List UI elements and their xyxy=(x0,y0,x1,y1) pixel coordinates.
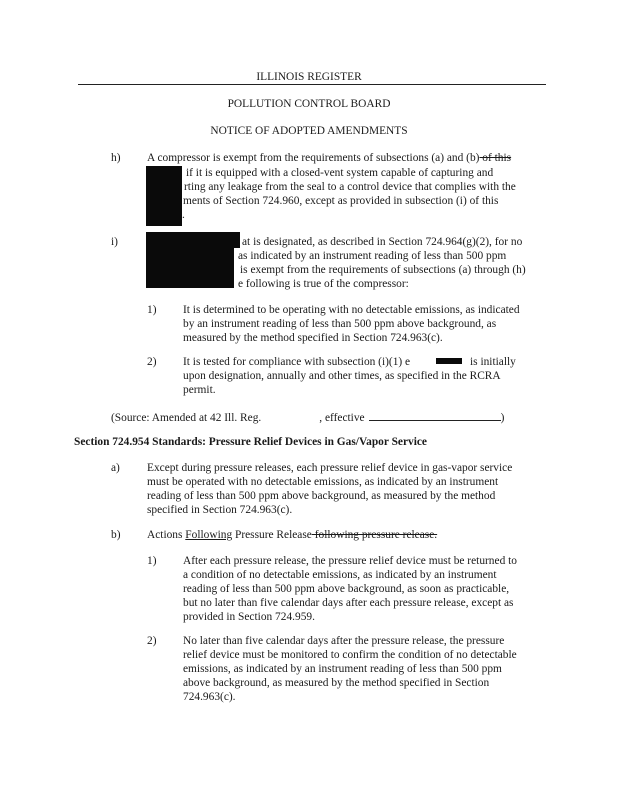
item-b-inserted: Following xyxy=(185,529,233,541)
item-b-sub1-line-3: reading of less than 500 ppm above background, as soon as practicable, xyxy=(183,583,510,595)
item-b-sub2-line-5: 724.963(c). xyxy=(183,691,236,703)
item-a-line-2: must be operated with no detectable emissions, as indicated by an instrument xyxy=(147,476,499,488)
item-h-line-1 xyxy=(147,151,511,165)
item-h-line-2: if it is equipped with a closed-vent system capable of capturing and xyxy=(186,167,494,179)
item-b-sub1-label: 1) xyxy=(147,555,157,567)
item-i-sub2-line-3: permit. xyxy=(183,384,216,396)
source-close: ) xyxy=(500,412,505,424)
item-i-sub2-label: 2) xyxy=(147,356,157,368)
item-i-sub2-line-1b: is initially xyxy=(470,356,516,368)
item-b-sub2-label: 2) xyxy=(147,635,157,647)
redaction-block xyxy=(146,232,240,248)
item-h-line-1-strike: of this xyxy=(479,152,512,164)
item-h-label: h) xyxy=(111,152,121,164)
item-b-sub2-line-1: No later than five calendar days after the pressure release, the pressure xyxy=(183,635,505,647)
item-a-label: a) xyxy=(111,462,120,474)
redaction-block xyxy=(146,248,234,288)
item-b-sub2-line-3: emissions, as indicated by an instrument reading of less than 500 ppm xyxy=(183,663,502,675)
item-h-line-3: rting any leakage from the seal to a control device that complies with the xyxy=(184,181,516,193)
item-b-sub1-line-5: provided in Section 724.959. xyxy=(183,611,315,623)
register-title: ILLINOIS REGISTER xyxy=(256,71,362,83)
item-i-sub1-line-3: measured by the method specified in Section 724.963(c). xyxy=(183,332,443,344)
section-heading: Section 724.954 Standards: Pressure Relief Devices in Gas/Vapor Service xyxy=(74,436,427,448)
source-text: (Source: Amended at 42 Ill. Reg. xyxy=(111,412,262,424)
item-i-label: i) xyxy=(111,236,118,248)
item-i-sub1-label: 1) xyxy=(147,304,157,316)
item-a-line-1: Except during pressure releases, each pressure relief device in gas-vapor service xyxy=(147,462,513,474)
redaction-block xyxy=(146,166,182,226)
board-title: POLLUTION CONTROL BOARD xyxy=(227,98,391,110)
redaction-block xyxy=(436,358,462,364)
item-b-label: b) xyxy=(111,529,121,541)
source-effective: , effective xyxy=(319,412,365,424)
item-a-line-3: reading of less than 500 ppm above background, as measured by the method xyxy=(147,490,496,502)
notice-title: NOTICE OF ADOPTED AMENDMENTS xyxy=(210,125,408,137)
item-h-line-5: . xyxy=(182,209,185,221)
header-rule xyxy=(78,84,546,85)
item-i-line-4: e following is true of the compressor: xyxy=(238,278,409,290)
item-b-sub2-line-2: relief device must be monitored to confirm the condition of no detectable xyxy=(183,649,517,661)
item-i-sub1-line-1: It is determined to be operating with no detectable emissions, as indicated xyxy=(183,304,520,316)
item-h-line-1-text: A compressor is exempt from the requirements of subsections (a) and (b) xyxy=(147,152,480,164)
source-blank-date xyxy=(369,409,501,421)
item-h-line-4: ments of Section 724.960, except as provided in subsection (i) of this xyxy=(183,195,499,207)
item-i-sub2-line-2: upon designation, annually and other times, as specified in the RCRA xyxy=(183,370,501,382)
item-i-line-3: is exempt from the requirements of subsections (a) through (h) xyxy=(240,264,526,276)
item-b-deleted: following pressure release. xyxy=(311,529,438,541)
item-i-line-2: as indicated by an instrument reading of less than 500 ppm xyxy=(238,250,507,262)
item-b-line-1 xyxy=(147,528,437,542)
item-b-sub2-line-4: above background, as measured by the method specified in Section xyxy=(183,677,490,689)
item-a-line-4: specified in Section 724.963(c). xyxy=(147,504,293,516)
item-b-sub1-line-2: a condition of no detectable emissions, as indicated by an instrument xyxy=(183,569,497,581)
item-b-sub1-line-1: After each pressure release, the pressure relief device must be returned to xyxy=(183,555,517,567)
item-i-line-1: at is designated, as described in Section 724.964(g)(2), for no xyxy=(242,236,523,248)
source-line xyxy=(111,409,504,425)
item-b-text-b: Pressure Release xyxy=(232,529,312,541)
item-i-sub1-line-2: by an instrument reading of less than 500 ppm above background, as xyxy=(183,318,497,330)
item-b-sub1-line-4: but no later than five calendar days after each pressure release, except as xyxy=(183,597,514,609)
item-i-sub2-line-1a: It is tested for compliance with subsection (i)(1) e xyxy=(183,356,411,368)
item-b-text-a: Actions xyxy=(147,529,186,541)
